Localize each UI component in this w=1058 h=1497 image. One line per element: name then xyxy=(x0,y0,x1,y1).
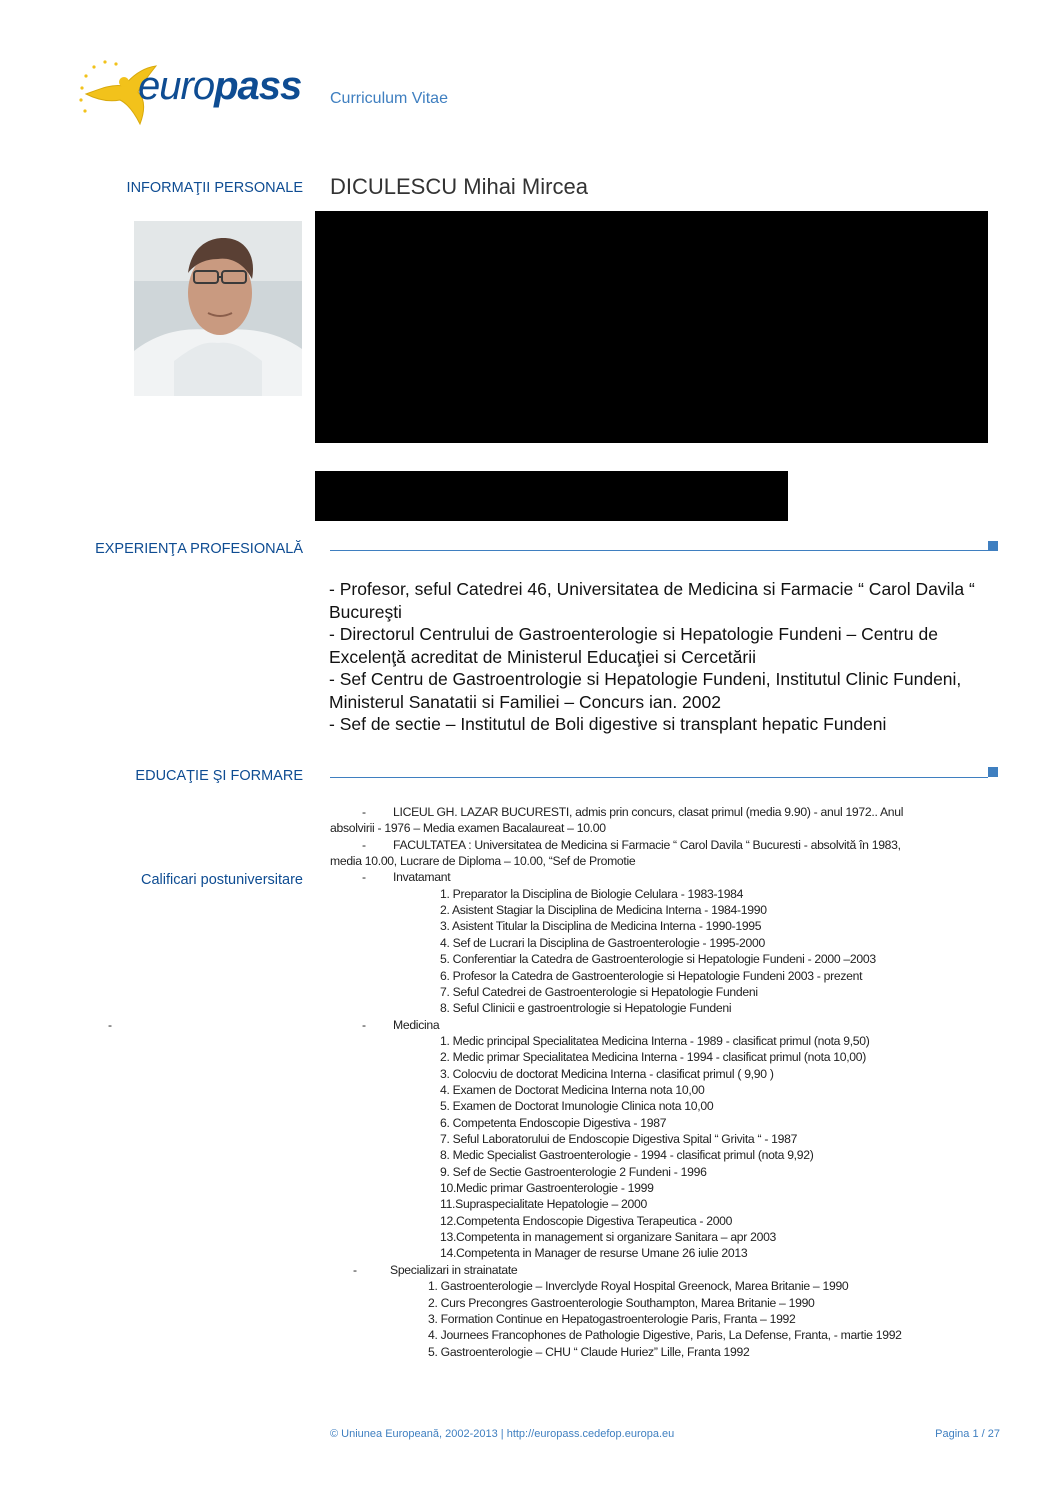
logo-word-euro: euro xyxy=(138,64,215,108)
person-name: DICULESCU Mihai Mircea xyxy=(330,174,588,199)
education-line: 2. Asistent Stagiar la Disciplina de Medicina Interna - 1984-1990 xyxy=(440,903,767,918)
education-line: 8. Seful Clinicii e gastroentrologie si Hepatologie Fundeni xyxy=(440,1001,732,1016)
education-line: - xyxy=(362,837,366,852)
education-line: 7. Seful Laboratorului de Endoscopie Digestiva Spital “ Grivita “ - 1987 xyxy=(440,1132,798,1146)
education-line: 6. Competenta Endoscopie Digestiva - 1987 xyxy=(440,1115,667,1130)
education-line: 4. Examen de Doctorat Medicina Interna nota 10,00 xyxy=(440,1082,705,1097)
section-marker-square xyxy=(988,767,998,777)
profile-photo xyxy=(134,221,302,396)
education-line: 9. Sef de Sectie Gastroenterologie 2 Fundeni - 1996 xyxy=(440,1164,707,1179)
logo-wordmark xyxy=(138,64,301,109)
education-line: Medicina xyxy=(393,1017,440,1032)
education-line: LICEUL GH. LAZAR BUCURESTI, admis prin concurs, clasat primul (media 9.90) - anul 1972.. Anul xyxy=(393,805,904,819)
education-line: 7. Seful Catedrei de Gastroenterologie si Hepatologie Fundeni xyxy=(440,984,758,999)
stray-dash: - xyxy=(108,1018,112,1032)
section-label-personal: INFORMAŢII PERSONALE xyxy=(126,180,303,196)
section-label-experience: EXPERIENŢA PROFESIONALĂ xyxy=(95,541,303,557)
logo-word-pass: pass xyxy=(214,64,302,108)
education-line: 1. Gastroenterologie – Inverclyde Royal Hospital Greenock, Marea Britanie – 1990 xyxy=(428,1279,849,1294)
education-line: absolvirii - 1976 – Media examen Bacalaureat – 10.00 xyxy=(330,821,606,836)
redacted-job-block xyxy=(315,471,788,521)
education-line: 5. Gastroenterologie – CHU “ Claude Huriez” Lille, Franta 1992 xyxy=(428,1344,750,1359)
education-line: 13.Competenta in management si organizare Sanitara – apr 2003 xyxy=(440,1230,777,1245)
redacted-contact-block xyxy=(315,211,988,443)
experience-item: - Sef Centru de Gastroentrologie si Hepatologie Fundeni, Institutul Clinic Fundeni, Ministerul Sanatatii si Familiei – Concurs ian. 2002 xyxy=(329,669,962,712)
education-line: 3. Asistent Titular la Disciplina de Medicina Interna - 1990-1995 xyxy=(440,919,762,934)
education-line: 4. Sef de Lucrari la Disciplina de Gastroenterologie - 1995-2000 xyxy=(440,935,765,950)
postgrad-label: Calificari postuniversitare xyxy=(141,872,303,888)
education-line: - xyxy=(362,805,366,819)
education-line: 10.Medic primar Gastroenterologie - 1999 xyxy=(440,1181,654,1196)
education-line: 2. Medic primar Specialitatea Medicina Interna - 1994 - clasificat primul (nota 10,00) xyxy=(440,1050,867,1065)
education-line: - xyxy=(362,870,366,885)
education-line: 2. Curs Precongres Gastroenterologie Southampton, Marea Britanie – 1990 xyxy=(428,1295,815,1310)
education-line: 1. Preparator la Disciplina de Biologie Celulara - 1983-1984 xyxy=(440,886,744,901)
section-divider-experience xyxy=(330,550,988,551)
section-label-education: EDUCAŢIE ŞI FORMARE xyxy=(135,768,303,784)
education-line: 6. Profesor la Catedra de Gastroenterologie si Hepatologie Fundeni 2003 - prezent xyxy=(440,968,863,983)
education-line: 1. Medic principal Specialitatea Medicina Interna - 1989 - clasificat primul (nota 9,50) xyxy=(440,1033,870,1048)
footer-copyright: © Uniunea Europeană, 2002-2013 | http://europass.cedefop.europa.eu xyxy=(330,1428,675,1440)
education-line: 5. Conferentiar la Catedra de Gastroenterologie si Hepatologie Fundeni - 2000 –2003 xyxy=(440,952,876,967)
education-line: 11.Supraspecialitate Hepatologie – 2000 xyxy=(440,1197,647,1212)
education-line: Specializari in strainatate xyxy=(390,1262,518,1277)
experience-item: - Profesor, seful Catedrei 46, Universitatea de Medicina si Farmacie “ Carol Davila “ Bucureşti xyxy=(329,579,975,622)
footer-page-number: Pagina 1 / 27 xyxy=(935,1428,1000,1440)
education-line: FACULTATEA : Universitatea de Medicina si Farmacie “ Carol Davila “ Bucuresti - absolvită în 1983, xyxy=(393,837,901,852)
education-line: 3. Colocviu de doctorat Medicina Interna - clasificat primul ( 9,90 ) xyxy=(440,1066,774,1081)
education-line: 3. Formation Continue en Hepatogastroenterologie Paris, Franta – 1992 xyxy=(428,1311,796,1326)
education-line: media 10.00, Lucrare de Diploma – 10.00, “Sef de Promotie xyxy=(330,854,636,869)
education-line: - xyxy=(362,1017,366,1032)
education-line: - xyxy=(353,1262,357,1277)
experience-list xyxy=(329,578,1009,736)
education-line: 14.Competenta in Manager de resurse Umane 26 iulie 2013 xyxy=(440,1246,748,1261)
education-line: Invatamant xyxy=(393,870,451,885)
education-line: 5. Examen de Doctorat Imunologie Clinica nota 10,00 xyxy=(440,1099,714,1114)
experience-item: - Directorul Centrului de Gastroenterologie si Hepatologie Fundeni – Centru de Excelenţă acreditat de Ministerul Educaţiei si Cercetării xyxy=(329,624,938,667)
experience-item: - Sef de sectie – Institutul de Boli digestive si transplant hepatic Fundeni xyxy=(329,714,887,734)
section-marker-square xyxy=(988,541,998,551)
document-title: Curriculum Vitae xyxy=(330,90,448,107)
section-divider-education xyxy=(330,777,988,778)
education-line: 4. Journees Francophones de Pathologie Digestive, Paris, La Defense, Franta, - martie 1992 xyxy=(428,1328,902,1343)
education-line: 8. Medic Specialist Gastroenterologie - 1994 - clasificat primul (nota 9,92) xyxy=(440,1148,814,1163)
education-line: 12.Competenta Endoscopie Digestiva Terapeutica - 2000 xyxy=(440,1213,733,1228)
